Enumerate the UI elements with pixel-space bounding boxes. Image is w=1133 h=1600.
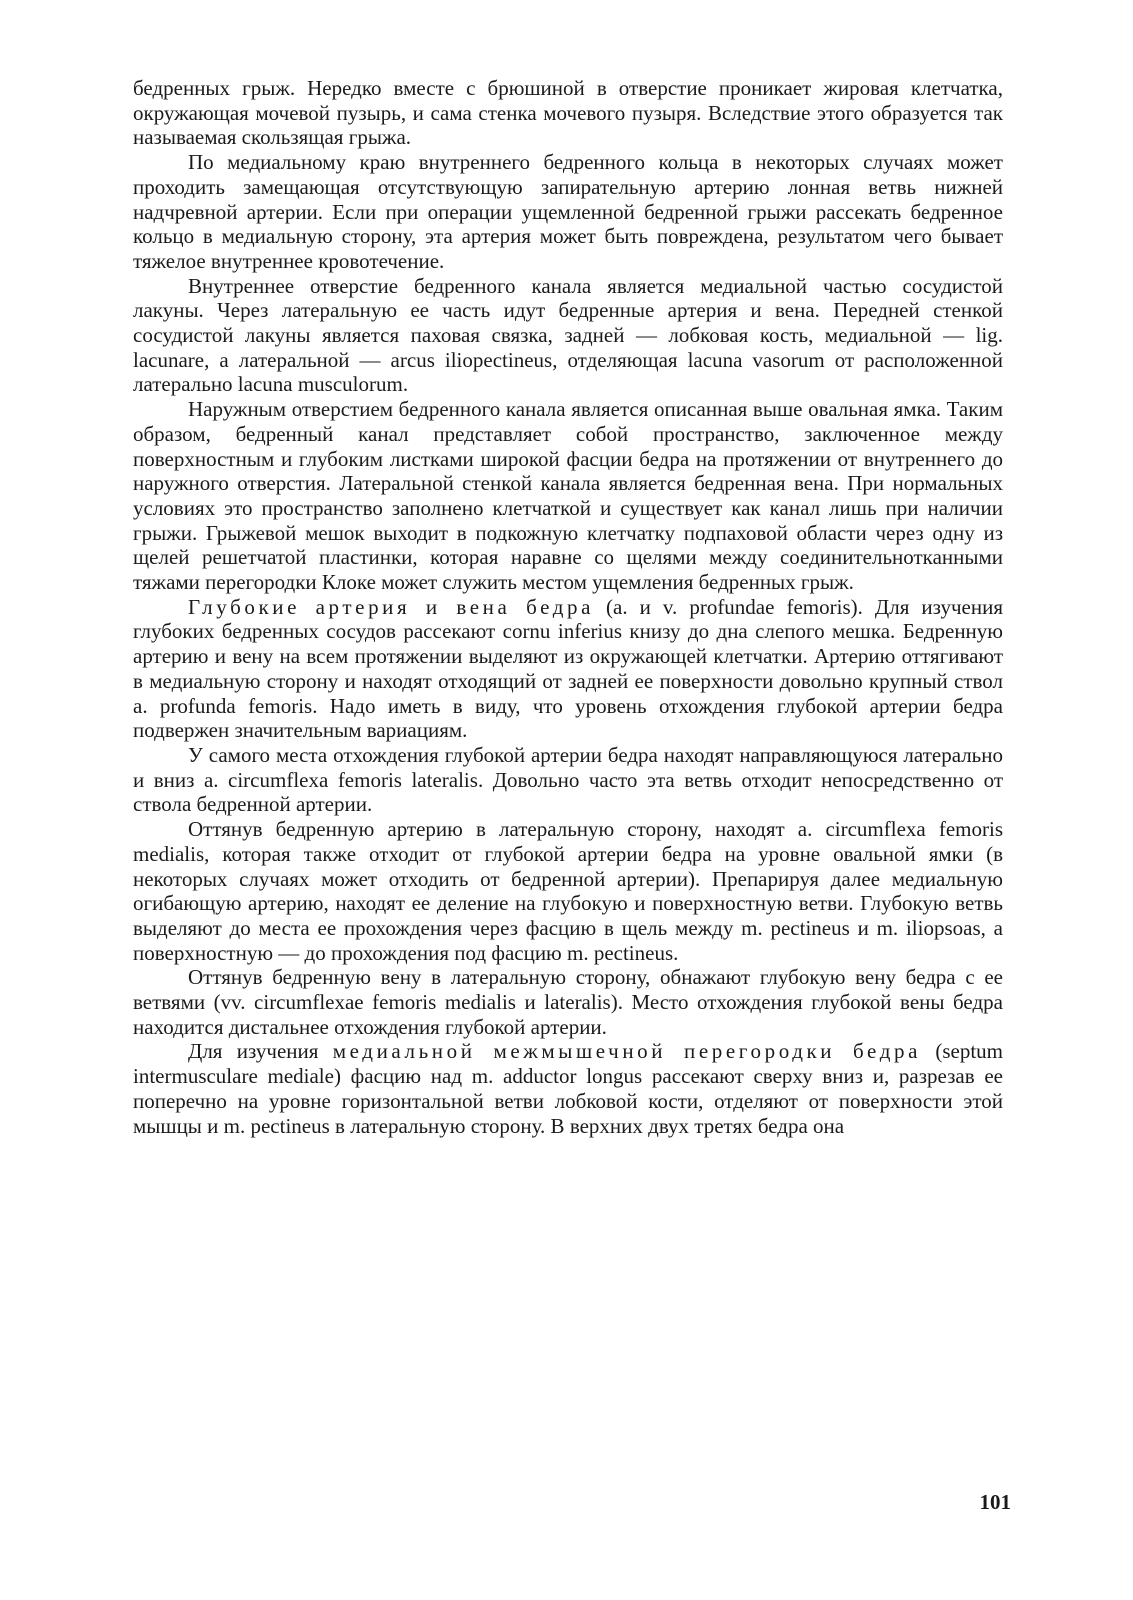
page-number: 101: [979, 1490, 1011, 1514]
paragraph-9: Для изучения медиальной межмышечной перегородки бедра (septum intermusculare mediale) фасцию над m. adductor longus рассекают сверху вниз и, разрезав ее поперечно на уровне горизонтальной ветви лобковой кости, отделяют от поверхности этой мышцы и m. pectineus в латеральную сторону. В верхних двух третях бедра она: [133, 1039, 1004, 1138]
paragraph-2: По медиальному краю внутреннего бедренного кольца в некоторых случаях может проходить замещающая отсутствующую запирательную артерию лонная ветвь нижней надчревной артерии. Если при операции ущемленной бедренной грыжи рассекать бедренное кольцо в медиальную сторону, эта артерия может быть повреждена, результатом чего бывает тяжелое внутреннее кровотечение.: [133, 150, 1003, 273]
paragraph-8: Оттянув бедренную вену в латеральную сторону, обнажают глубокую вену бедра с ее ветвями (vv. circumflexae femoris medialis и lateralis). Место отхождения глубокой вены бедра находится дистальнее отхождения глубокой артерии.: [133, 965, 1003, 1039]
section-heading-septum: медиальной межмышечной перегородки бедра: [332, 1039, 922, 1064]
section-heading-deep-vessels: Глубокие артерия и вена бедра: [188, 594, 595, 619]
paragraph-4: Наружным отверстием бедренного канала является описанная выше овальная ямка. Таким образом, бедренный канал представляет собой пространство, заключенное между поверхностным и глубоким листками широкой фасции бедра на протяжении от внутреннего до наружного отверстия. Латеральной стенкой канала является бедренная вена. При нормальных условиях это пространство заполнено клетчаткой и существует как канал лишь при наличии грыжи. Грыжевой мешок выходит в подкожную клетчатку подпаховой области через одну из щелей решетчатой пластинки, которая наравне со щелями между соединительнотканными тяжами перегородки Клоке может служить местом ущемления бедренных грыж.: [133, 397, 1003, 595]
body-text: [133, 76, 1003, 1138]
paragraph-5: Глубокие артерия и вена бедра (a. и v. profundae femoris). Для изучения глубоких бедренных сосудов рассекают cornu inferius книзу до дна слепого мешка. Бедренную артерию и вену на всем протяжении выделяют из окружающей клетчатки. Артерию оттягивают в медиальную сторону и находят отходящий от задней ее поверхности довольно крупный ствол a. profunda femoris. Надо иметь в виду, что уровень отхождения глубокой артерии бедра подвержен значительным вариациям.: [133, 594, 1003, 743]
paragraph-6: У самого места отхождения глубокой артерии бедра находят направляющуюся латерально и вниз a. circumflexa femoris lateralis. Довольно часто эта ветвь отходит непосредственно от ствола бедренной артерии.: [133, 742, 1003, 817]
paragraph-1: бедренных грыж. Нередко вместе с брюшиной в отверстие проникает жировая клетчатка, окружающая мочевой пузырь, и сама стенка мочевого пузыря. Вследствие этого образуется так называемая скользящая грыжа.: [133, 76, 1003, 150]
paragraph-3: Внутреннее отверстие бедренного канала является медиальной частью сосудистой лакуны. Через латеральную ее часть идут бедренные артерия и вена. Передней стенкой сосудистой лакуны является паховая связка, задней — лобковая кость, медиальной — lig. lacunare, а латеральной — arcus iliopectineus, отделяющая lacuna vasorum от расположенной латерально lacuna musculorum.: [133, 273, 1003, 397]
paragraph-7: Оттянув бедренную артерию в латеральную сторону, находят a. circumflexa femoris medialis, которая также отходит от глубокой артерии бедра на уровне овальной ямки (в некоторых случаях может отходить от бедренной артерии). Препарируя далее медиальную огибающую артерию, находят ее деление на глубокую и поверхностную ветви. Глубокую ветвь выделяют до места ее прохождения через фасцию в щель между m. pectineus и m. iliopsoas, а поверхностную — до прохождения под фасцию m. pectineus.: [133, 817, 1003, 965]
